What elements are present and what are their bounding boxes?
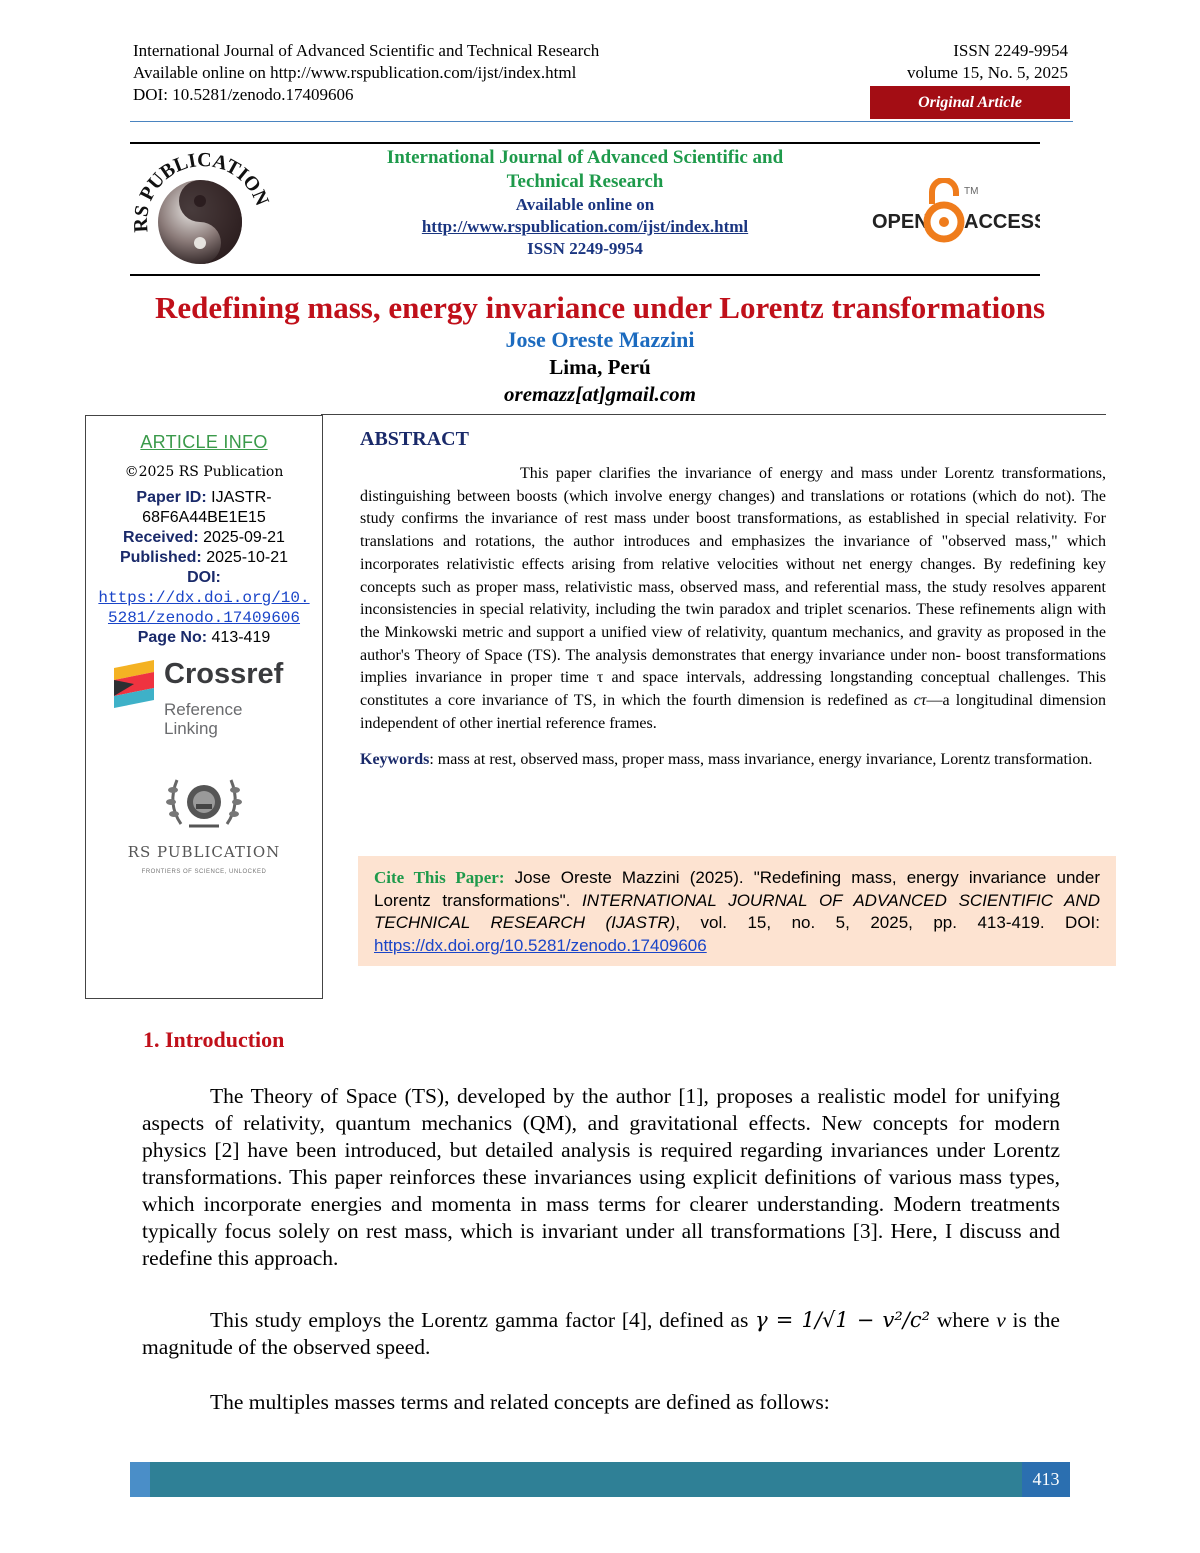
crossref-logo bbox=[86, 656, 322, 748]
article-type-badge: Original Article bbox=[870, 86, 1070, 119]
intro-paragraph-1: The Theory of Space (TS), developed by the author [1], proposes a realistic model for unifying aspects of relativity, quantum mechanics (QM), and gravitational effects. New concepts for modern physics [2] have been introduced, but detailed analysis is required regarding invariances under Lorentz transformations. This paper reinforces these invariances using explicit definitions of various mass types, which incorporate energies and momenta in mass terms for clearer understanding. Modern treatments typically focus solely on rest mass, which is invariant under all transformations [3]. Here, I discuss and redefine this approach. bbox=[142, 1084, 1060, 1270]
received-date: Received: 2025-09-21 bbox=[123, 529, 285, 546]
page-range: Page No: 413-419 bbox=[137, 629, 271, 646]
oa-tm-text: TM bbox=[964, 186, 979, 197]
logo-arc-text: RS PUBLICATIO bbox=[130, 150, 266, 233]
header-issn: ISSN 2249-9954 bbox=[953, 41, 1068, 60]
header-divider bbox=[130, 121, 1073, 122]
rs-logo-text: RS PUBLICATION bbox=[127, 843, 281, 861]
banner-journal-line2: Technical Research bbox=[506, 171, 664, 192]
oa-access-text: ACCESS bbox=[964, 211, 1040, 233]
abstract-top-rule bbox=[321, 414, 1106, 415]
crossref-sub2: Linking bbox=[164, 719, 218, 738]
abstract-heading: ABSTRACT bbox=[360, 428, 469, 450]
header-volume: volume 15, No. 5, 2025 bbox=[906, 63, 1068, 82]
abstract-section bbox=[360, 428, 1106, 771]
article-title: Redefining mass, energy invariance under Lorentz transformations bbox=[154, 290, 1046, 325]
banner-available: Available online on bbox=[515, 195, 655, 214]
paper-id: Paper ID: IJASTR-68F6A44BE1E15 bbox=[136, 489, 272, 526]
running-header-right bbox=[907, 40, 1068, 84]
intro-paragraph-3: The multiples masses terms and related concepts are defined as follows: bbox=[210, 1390, 830, 1414]
running-header-left bbox=[133, 40, 599, 106]
footer-accent bbox=[130, 1462, 150, 1497]
cite-this-paper-box: Cite This Paper: Jose Oreste Mazzini (2025). "Redefining mass, energy invariance under Lorentz transformations". INTERNATIONAL JOURNAL OF ADVANCED SCIENTIFIC AND TECHNICAL RESEARCH (IJASTR), vol. 15, no. 5, 2025, pp. 413-419. DOI: https://dx.doi.org/10.5281/zenodo.17409606 bbox=[358, 856, 1116, 966]
copyright-text: ©2025 RS Publication bbox=[124, 464, 284, 480]
doi-label: DOI: bbox=[187, 569, 221, 586]
open-lock-icon bbox=[927, 180, 961, 239]
crossref-name: Crossref bbox=[164, 658, 284, 690]
open-access-logo bbox=[868, 178, 1040, 250]
intro-paragraph-2: This study employs the Lorentz gamma factor [4], defined as γ = 1/√1 − v²/c² where v is the magnitude of the observed speed. bbox=[142, 1308, 1060, 1359]
rs-logo-tagline: FRONTIERS OF SCIENCE, UNLOCKED bbox=[141, 869, 267, 875]
banner-journal-block bbox=[340, 146, 830, 260]
banner-bottom-rule bbox=[130, 274, 1040, 276]
header-available: Available online on http://www.rspublication.com/ijst/index.html bbox=[133, 63, 577, 82]
article-info-box bbox=[85, 415, 323, 999]
published-date: Published: 2025-10-21 bbox=[119, 549, 289, 566]
author-email: oremazz[at]gmail.com bbox=[504, 382, 696, 406]
banner-journal-line1: International Journal of Advanced Scientific and bbox=[386, 147, 784, 168]
crossref-mark-icon bbox=[110, 658, 160, 718]
abstract-text: This paper clarifies the invariance of energy and mass under Lorentz transformations, distinguishing between boosts (which involve energy changes) and translations or rotations (which do not). The study confirms the invariance of rest mass under boost transformations, as established in special relativity. For translations and rotations, the author introduces and emphasizes the invariance of "observed mass," which incorporates relativistic effects arising from relative velocities without net energy changes. By redefining key concepts such as proper mass, relativistic mass, observed mass, and referential mass, the study resolves apparent inconsistencies in special relativity, including the twin paradox and triplet scenarios. These refinements align with the Minkowski metric and support a unified view of relativity, quantum mechanics, and gravity as proposed in the author's Theory of Space (TS). The analysis demonstrates that energy invariance under non- boost transformations implies invariance in proper time τ and space intervals, addressing longstanding conceptual challenges. This constitutes a core invariance of TS, in which the fourth dimension is redefined as cτ—a longitudinal dimension independent of other inertial reference frames. bbox=[360, 465, 1107, 732]
cite-doi-link[interactable]: https://dx.doi.org/10.5281/zenodo.17409606 bbox=[374, 935, 707, 955]
article-author: Jose Oreste Mazzini bbox=[505, 327, 695, 352]
footer-bar bbox=[130, 1462, 1070, 1497]
cite-label: Cite This Paper: bbox=[374, 868, 505, 887]
banner-top-rule bbox=[130, 142, 1040, 144]
crossref-sub1: Reference bbox=[164, 700, 243, 719]
keywords: Keywords: mass at rest, observed mass, proper mass, mass invariance, energy invariance, Lorentz transformation. bbox=[360, 751, 1093, 769]
page-number: 413 bbox=[1022, 1462, 1070, 1497]
section-heading-introduction: 1. Introduction bbox=[143, 1027, 285, 1052]
banner-url-link[interactable]: http://www.rspublication.com/ijst/index.html bbox=[421, 217, 749, 236]
rs-publication-seal bbox=[86, 766, 322, 882]
laurel-seal-icon bbox=[159, 766, 249, 836]
article-info-heading: ARTICLE INFO bbox=[140, 432, 268, 452]
gamma-formula: γ = 1/√1 − v²/c² bbox=[755, 1308, 931, 1332]
oa-open-text: OPEN bbox=[872, 211, 929, 233]
rs-publication-logo bbox=[130, 150, 270, 268]
header-journal: International Journal of Advanced Scientific and Technical Research bbox=[133, 41, 600, 60]
author-location: Lima, Perú bbox=[549, 355, 651, 379]
doi-link[interactable]: https://dx.doi.org/10.5281/zenodo.17409606 bbox=[98, 589, 310, 627]
header-doi: DOI: 10.5281/zenodo.17409606 bbox=[133, 85, 354, 104]
banner-issn: ISSN 2249-9954 bbox=[527, 239, 643, 258]
